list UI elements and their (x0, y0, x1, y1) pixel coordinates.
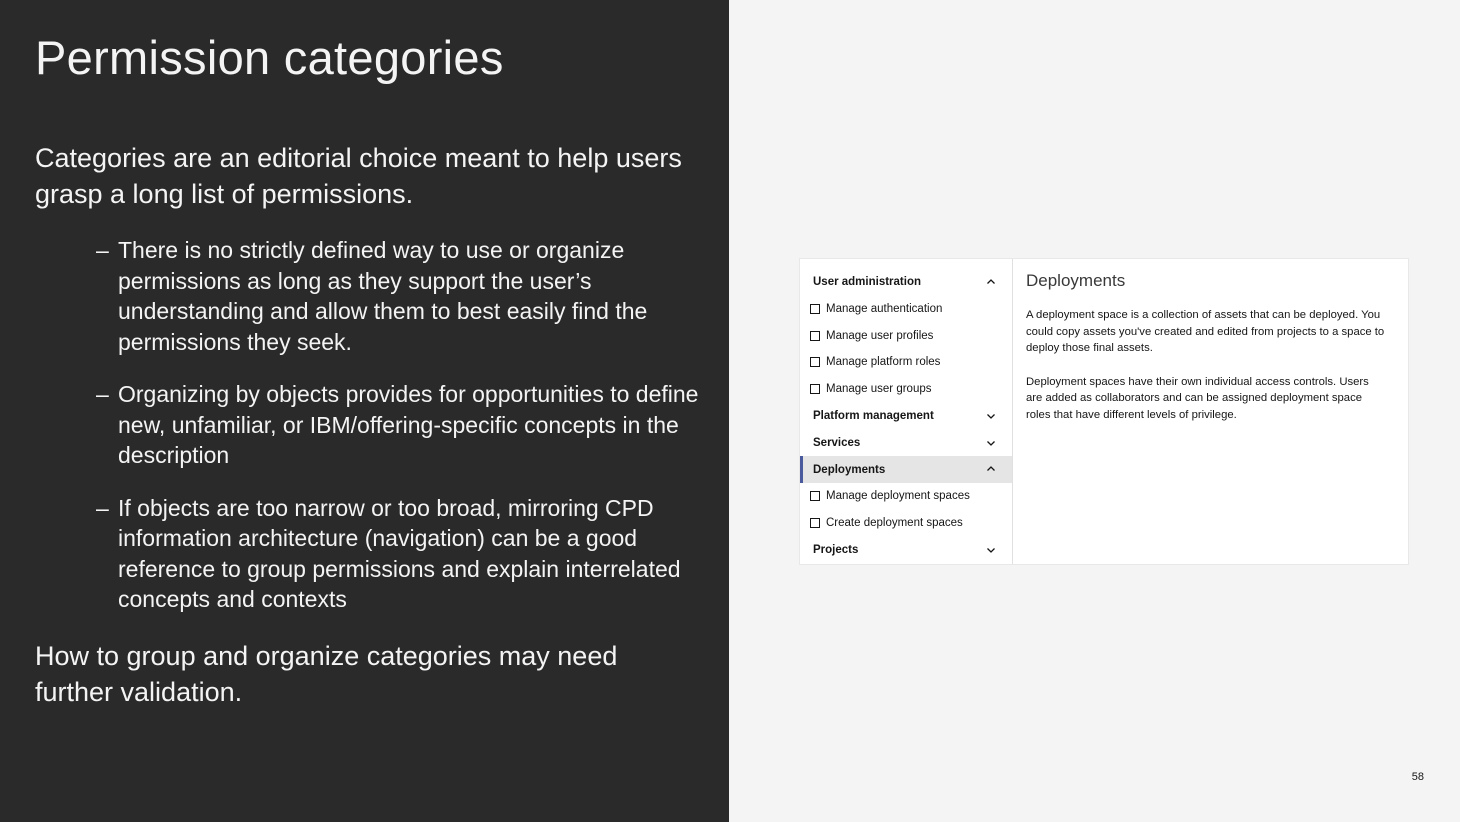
bullet-marker: – (96, 237, 109, 263)
checkbox[interactable] (810, 384, 820, 394)
bullet-text: If objects are too narrow or too broad, mirroring CPD information architecture (navigation) can be a good reference to group permissions and explain interrelated concepts and contexts (118, 494, 681, 612)
permission-create-deployment-spaces[interactable] (800, 510, 1012, 536)
description-title: Deployments (1026, 271, 1126, 290)
checkbox[interactable] (810, 304, 820, 314)
nav-category-projects[interactable] (800, 537, 1012, 563)
bullet-text: There is no strictly defined way to use or organize permissions as long as they support the user’s understanding and allow them to best easily find the permissions they seek. (118, 237, 648, 355)
chevron-up-icon (986, 277, 996, 287)
nav-category-label: User administration (813, 276, 921, 288)
checkbox[interactable] (810, 518, 820, 528)
nav-category-label: Services (813, 437, 861, 449)
chevron-up-icon (986, 464, 996, 474)
nav-category-user-administration[interactable] (800, 269, 1012, 295)
category-nav (800, 259, 1013, 564)
permission-manage-user-groups[interactable] (800, 376, 1012, 402)
page-number: 58 (1411, 771, 1424, 783)
permissions-panel (799, 258, 1409, 565)
slide-outro: How to group and organize categories may need further validation. (35, 641, 618, 707)
nav-category-label: Deployments (813, 463, 886, 476)
permission-label: Manage authentication (826, 303, 943, 315)
permission-manage-deployment-spaces[interactable] (800, 483, 1012, 509)
nav-category-label: Projects (813, 544, 859, 556)
bullet-item (96, 379, 706, 471)
description-paragraph: Deployment spaces have their own individual access controls. Users are added as collaborators and can be assigned deployment space roles that have different levels of privilege. (1026, 375, 1369, 421)
bullet-marker: – (96, 494, 109, 521)
bullet-text: Organizing by objects provides for opportunities to define new, unfamiliar, or IBM/offering-specific concepts in the description (118, 381, 699, 468)
checkbox[interactable] (810, 357, 820, 367)
chevron-down-icon (986, 411, 996, 421)
permission-label: Create deployment spaces (826, 517, 963, 529)
permission-label: Manage platform roles (826, 356, 941, 368)
nav-category-platform-management[interactable] (800, 403, 1012, 429)
permission-manage-platform-roles[interactable] (800, 349, 1012, 375)
category-description (1026, 267, 1386, 424)
chevron-down-icon (986, 438, 996, 448)
checkbox[interactable] (810, 331, 820, 341)
description-paragraph: A deployment space is a collection of assets that can be deployed. You could copy assets you've created and edited from projects to a space to deploy those final assets. (1026, 309, 1385, 355)
permission-label: Manage user profiles (826, 330, 934, 342)
permission-manage-authentication[interactable] (800, 296, 1012, 322)
slide-title: Permission categories (35, 31, 504, 84)
permission-manage-user-profiles[interactable] (800, 323, 1012, 349)
nav-category-deployments[interactable] (800, 456, 1012, 483)
permission-label: Manage user groups (826, 383, 932, 395)
nav-category-label: Platform management (813, 410, 934, 422)
slide-left-panel (0, 0, 729, 822)
nav-category-services[interactable] (800, 430, 1012, 456)
bullet-item (96, 235, 706, 357)
bullet-marker: – (96, 381, 109, 407)
bullet-list (96, 235, 706, 637)
permission-label: Manage deployment spaces (826, 490, 970, 502)
slide-intro: Categories are an editorial choice meant to help users grasp a long list of permissions. (35, 143, 682, 209)
checkbox[interactable] (810, 491, 820, 501)
chevron-down-icon (986, 545, 996, 555)
bullet-item (96, 493, 706, 615)
